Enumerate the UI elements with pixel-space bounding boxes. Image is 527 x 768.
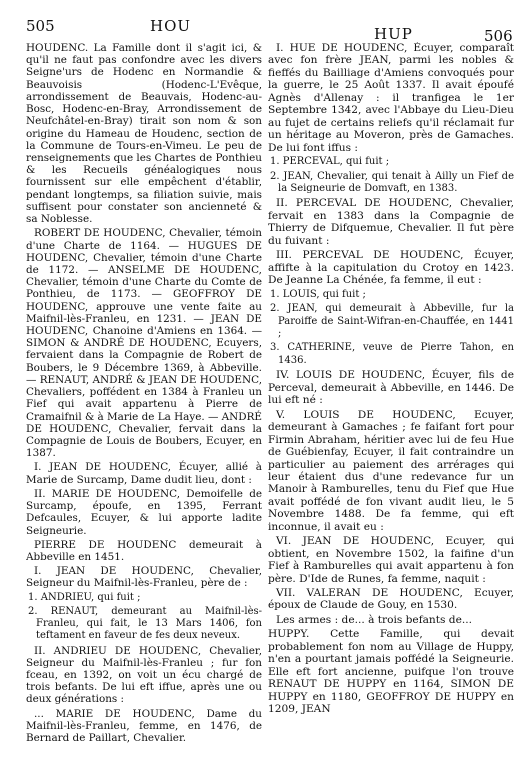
genealogy-paragraph: V. LOUIS DE HOUDENC, Ecuyer, demeurant à Gamaches ; fe faifant fort pour Firmin Abraham, héritier avec lui de feu Hue de Guébienfay, Ecuyer, il fait contraindre un particulier au paiement des arrérages qui leur étaient dus d'une redevance fur un Manoir à Ramburelles, tenu du Fief que Hue avait poffédé de fon vivant audit lieu, le 5 Novembre 1488. De fa femme, qui eft inconnue, il avait eu : — [268, 408, 514, 533]
genealogy-paragraph: VI. JEAN DE HOUDENC, Ecuyer, qui obtient, en Novembre 1502, la faifine d'un Fief à Ramburelles qui avait appartenu à fon père. D'Ide de Runes, fa femme, naquit : — [268, 535, 514, 585]
genealogy-paragraph: II. PERCEVAL DE HOUDENC, Chevalier, fervait en 1383 dans la Compagnie de Thierry de Difquemue, Chevalier. Il fut père du fuivant : — [268, 197, 514, 247]
list-item: 1. ANDRIEU, qui fuit ; — [28, 591, 141, 603]
right-running-title: HUP — [374, 25, 413, 43]
genealogy-paragraph: II. ANDRIEU DE HOUDENC, Chevalier, Seigneur du Maifnil-lès-Franleu ; fur fon fceau, en 1392, on voit un écu chargé de trois befants. De lui eft iffue, après une ou deux générations : — [26, 644, 262, 706]
genealogy-paragraph: ROBERT DE HOUDENC, Chevalier, témoin d'une Charte de 1164. — HUGUES DE HOUDENC, Chevalier, témoin d'une Charte de 1172. — ANSELME DE HOUDENC, Chevalier, témoin d'une Charte du Comte de Ponthieu, de 1173. — GEOFFROY DE HOUDENC, approuve une vente faite au Maifnil-lès-Franleu, en 1231. — JEAN DE HOUDENC, Chanoine d'Amiens en 1364. — SIMON & ANDRÉ DE HOUDENC, Ecuyers, fervaient dans la Compagnie de Robert de Boubers, le 9 Décembre 1369, à Abbeville. — RENAUT, ANDRÉ & JEAN DE HOUDENC, Chevaliers, poffédent en 1384 à Franleu un Fief qui avait appartenu à Pierre de Cramaifnil & à Marie de La Haye. — ANDRÉ DE HOUDENC, Chevalier, fervait dans la Compagnie de Louis de Boubers, Ecuyer, en 1387. — [26, 227, 262, 460]
left-text-column — [26, 42, 262, 760]
list-item: 1. PERCEVAL, qui fuit ; — [270, 156, 390, 168]
right-page-number: 506 — [484, 27, 513, 45]
list-item: 2. RENAUT, demeurant au Maifnil-lès-Franleu, qui fait, le 13 Mars 1406, fon teftament en faveur de fes deux neveux. — [28, 605, 262, 642]
family-entry-paragraph: HOUDENC. La Famille dont il s'agit ici, & qu'il ne faut pas confondre avec les divers Seigne'urs de Hodenc en Normandie & Beauvoisis (Hodenc-L'Evêque, arrondissement de Beauvais, Hodenc-au-Bosc, Hodenc-en-Bray, Arrondissement de Neufchâtel-en-Bray) tirait son nom & son origine du Hameau de Houdenc, section de la Commune de Tours-en-Vimeu. Le peu de renseignements que les Chartes de Ponthieu & les Recueils généalogiques nous fournissent sur elle empêchent d'établir, pendant longtemps, sa filiation suivie, mais suffisent pour constater son ancienneté & sa Noblesse. — [26, 42, 262, 226]
genealogy-paragraph: VII. VALERAN DE HOUDENC, Ecuyer, époux de Claude de Gouy, en 1530. — [268, 587, 514, 612]
genealogy-paragraph: Les armes : de... à trois befants de... — [276, 613, 472, 626]
genealogy-paragraph: PIERRE DE HOUDENC demeurait à Abbeville en 1451. — [26, 538, 262, 563]
list-item: 2. JEAN, Chevalier, qui tenait à Ailly un Fief de la Seigneurie de Domvaft, en 1383. — [270, 170, 514, 194]
genealogy-paragraph: I. JEAN DE HOUDENC, Écuyer, allié à Marie de Surcamp, Dame dudit lieu, dont : — [26, 461, 262, 486]
list-item: 3. CATHERINE, veuve de Pierre Tahon, en 1436. — [270, 342, 514, 366]
genealogy-paragraph: III. PERCEVAL DE HOUDENC, Écuyer, affifte à la capitulation du Crotoy en 1423. De Jeanne La Chénée, fa femme, il eut : — [268, 249, 514, 287]
family-entry-paragraph: HUPPY. Cette Famille, qui devait probablement fon nom au Village de Huppy, n'en a pourtant jamais poffédé la Seigneurie. Elle eft fort ancienne, puifque l'on trouve RENAUT DE HUPPY en 1164, SIMON DE HUPPY en 1180, GEOFFROY DE HUPPY en 1209, JEAN — [268, 628, 514, 716]
genealogy-paragraph: II. MARIE DE HOUDENC, Demoifelle de Surcamp, époufe, en 1395, Ferrant Defcaules, Ecuyer, & lui apporte ladite Seigneurie. — [26, 487, 262, 537]
list-item: 2. JEAN, qui demeurait à Abbeville, fur la Paroiffe de Saint-Wifran-en-Chauffée, en 1441 ; — [270, 303, 514, 339]
left-running-title: HOU — [150, 17, 192, 35]
left-page-number: 505 — [26, 17, 55, 35]
right-text-column — [268, 42, 514, 760]
list-item: 1. LOUIS, qui fuit ; — [270, 288, 366, 300]
genealogy-paragraph: ... MARIE DE HOUDENC, Dame du Maifnil-lès-Franleu, femme, en 1476, de Bernard de Paillart, Chevalier. — [26, 707, 262, 745]
genealogy-paragraph: I. HUE DE HOUDENC, Écuyer, comparaît avec fon frère JEAN, parmi les nobles & fieffés du Bailliage d'Amiens convoqués pour la guerre, le 25 Août 1337. Il avait époufé Agnès d'Allenay : il tranfigea le 1er Septembre 1342, avec l'Abbaye du Lieu-Dieu au fujet de certains reliefs qu'il réclamait fur un héritage au Moveron, près de Gamaches. De lui font iffus : — [268, 42, 514, 154]
genealogy-paragraph: IV. LOUIS DE HOUDENC, Écuyer, fils de Perceval, demeurait à Abbeville, en 1446. De lui eft né : — [268, 369, 514, 407]
genealogy-paragraph: I. JEAN DE HOUDENC, Chevalier, Seigneur du Maifnil-lès-Franleu, père de : — [26, 565, 262, 590]
